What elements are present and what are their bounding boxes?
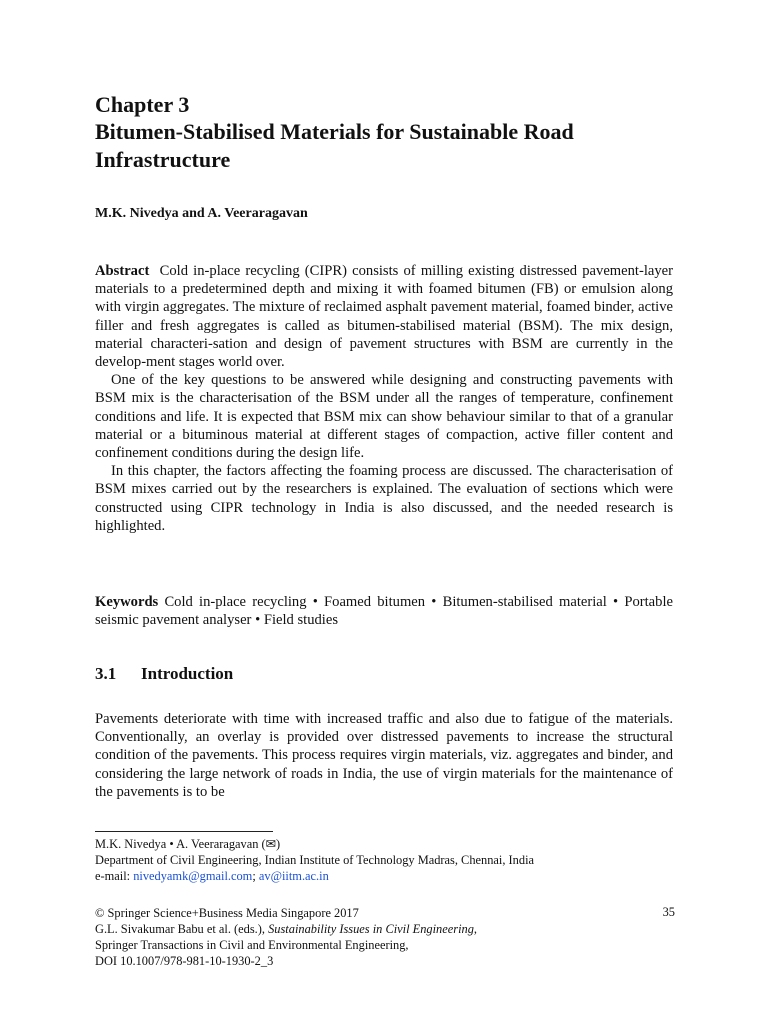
book-title-suffix: , (473, 922, 478, 936)
citation-line (95, 921, 675, 937)
series-line: Springer Transactions in Civil and Environmental Engineering, (95, 938, 409, 952)
footnote-email-line (95, 868, 675, 884)
abstract-paragraph-1 (95, 262, 673, 371)
email-prefix: e-mail: (95, 869, 134, 883)
footnote-divider (95, 831, 273, 832)
doi-line: DOI 10.1007/978-981-10-1930-2_3 (95, 954, 274, 968)
email-link-veeraragavan[interactable]: av@iitm.ac.in (258, 869, 329, 883)
section-title: Introduction (141, 664, 234, 683)
abstract-heading: Abstract (95, 263, 150, 279)
keywords-text: Cold in-place recycling • Foamed bitumen • Bitumen-stabilised material • Portable seismic pavement analyser • Field studies (95, 594, 673, 629)
keywords-heading: Keywords (95, 594, 159, 610)
footnote-authors: M.K. Nivedya • A. Veeraragavan (✉) (95, 837, 281, 851)
abstract-text-1: Cold in-place recycling (CIPR) consists of milling existing distressed pavement-layer materials to a predetermined depth and mixing it with foamed bitumen (FB) or emulsion along with virgin aggregates. The mixture of reclaimed asphalt pavement material, foamed binder, active filler and fresh aggregates is called as bitumen-stabilised material (BSM). The mix design, material characteri-sation and design of pavement structures with BSM are currently in the develop-ment stages world over. (95, 263, 673, 371)
section-number: 3.1 (95, 664, 117, 683)
copyright-line: © Springer Science+Business Media Singapore 2017 (95, 906, 359, 920)
chapter-title: Bitumen-Stabilised Materials for Sustainable Road Infrastructure (95, 119, 574, 172)
email-link-nivedya[interactable]: nivedyamk@gmail.com (133, 869, 253, 883)
footnote-affiliation: Department of Civil Engineering, Indian Institute of Technology Madras, Chennai, India (95, 853, 535, 867)
keywords (95, 593, 673, 629)
email-separator: ; (252, 869, 259, 883)
page-number: 35 (662, 905, 675, 919)
book-title: Sustainability Issues in Civil Engineering (268, 922, 474, 936)
abstract-paragraph-2: One of the key questions to be answered while designing and constructing pavements with BSM mix is the characterisation of the BSM under all the ranges of temperature, confinement conditions and life. It is expected that BSM mix can show behaviour similar to that of a granular material or a bituminous material at different stages of compaction, active filler content and confinement conditions during the design life. (95, 372, 673, 462)
chapter-authors: M.K. Nivedya and A. Veeraragavan (95, 206, 308, 221)
footnotes (95, 836, 675, 884)
chapter-label: Chapter 3 (95, 92, 190, 117)
abstract (95, 262, 673, 535)
section-heading (95, 664, 233, 684)
publication-footer (95, 905, 675, 969)
abstract-paragraph-3: In this chapter, the factors affecting the foaming process are discussed. The characterisation of BSM mixes carried out by the researchers is explained. The evaluation of sections which were constructed using CIPR technology in India is also discussed, and the needed research is highlighted. (95, 463, 673, 534)
editors: G.L. Sivakumar Babu et al. (eds.), (95, 922, 269, 936)
introduction-paragraph: Pavements deteriorate with time with increased traffic and also due to fatigue of the materials. Conventionally, an overlay is provided over distressed pavements to increase the structural condition of the pavements. This process requires virgin materials, viz. aggregates and binder, and considering the large network of roads in India, the use of virgin materials for the maintenance of the pavements is to be (95, 711, 673, 800)
